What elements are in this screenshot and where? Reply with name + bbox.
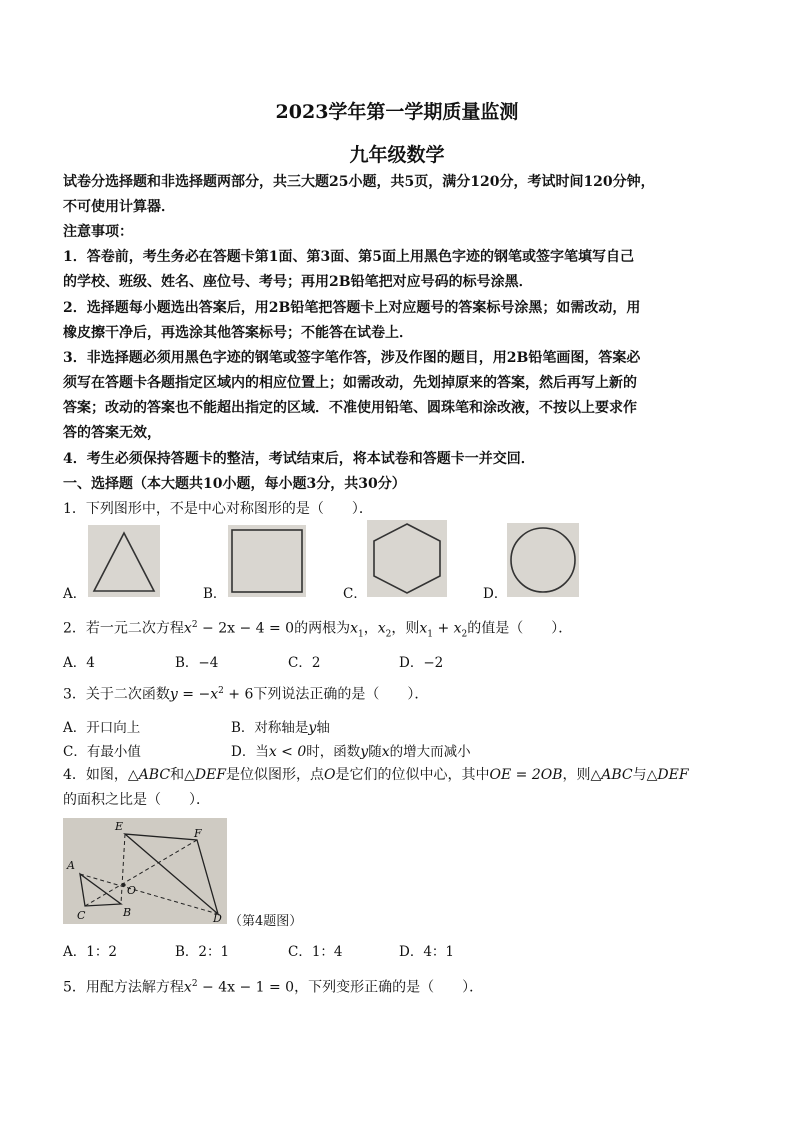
label-o: O — [127, 884, 137, 897]
note-3a: 3．非选择题必须用黑色字迹的钢笔或签字笔作答，涉及作图的题目，用2B铅笔画图，答案必 — [63, 350, 641, 366]
q2-option-b: B．−4 — [175, 655, 219, 671]
q3-option-c: C．有最小值 — [63, 744, 141, 760]
q4-figure-caption: （第4题图） — [229, 914, 303, 929]
section-heading: 一、选择题（本大题共10小题，每小题3分，共30分） — [63, 476, 406, 492]
q1-option-b-label: B． — [203, 586, 227, 602]
q1-option-b-figure — [228, 525, 306, 597]
q5-stem: 5．用配方法解方程$x^2 - 4x - 1 = 0$，下列变形正确的是（ ）． — [63, 979, 484, 996]
page-title: 2023学年第一学期质量监测 — [275, 101, 519, 123]
note-3b: 须写在答题卡各题指定区域内的相应位置上；如需改动，先划掉原来的答案，然后再写上新的 — [63, 375, 637, 391]
q1-stem: 1．下列图形中，不是中心对称图形的是（ ）． — [63, 501, 373, 517]
label-a: A — [67, 859, 75, 872]
label-d: D — [213, 912, 222, 924]
note-2a: 2．选择题每小题选出答案后，用2B铅笔把答题卡上对应题号的答案标号涂黑；如需改动，用 — [63, 300, 641, 316]
note-4: 4．考生必须保持答题卡的整洁，考试结束后，将本试卷和答题卡一并交回． — [63, 451, 535, 467]
intro-line-1: 试卷分选择题和非选择题两部分，共三大题25小题，共5页，满分120分，考试时间120分钟， — [63, 174, 655, 190]
note-1b: 的学校、班级、姓名、座位号、考号；再用2B铅笔把对应号码的标号涂黑． — [63, 274, 533, 290]
triangle-icon — [88, 525, 160, 597]
note-3c: 答案；改动的答案也不能超出指定的区域．不准使用铅笔、圆珠笔和涂改液，不按以上要求作 — [63, 400, 637, 416]
q1-option-a-label: A． — [63, 586, 87, 602]
note-3d: 答的答案无效， — [63, 425, 161, 441]
q3-option-d: D．当x < 0时，函数y随x的增大而减小 — [231, 744, 471, 760]
q2-option-c: C．2 — [288, 655, 321, 671]
q4-stem-line-1: 4．如图，△ABC和△DEF是位似图形，点O是它们的位似中心，其中OE = 2OB，则△ABC与△DEF — [63, 767, 689, 783]
q4-option-d: D．4：1 — [399, 944, 455, 960]
square-icon — [228, 525, 306, 597]
note-2b: 橡皮擦干净后，再选涂其他答案标号；不能答在试卷上． — [63, 325, 413, 341]
q4-figure — [63, 818, 227, 924]
label-f: F — [194, 827, 202, 840]
q2-option-a: A．4 — [63, 655, 95, 671]
q1-option-d-figure — [507, 523, 579, 597]
page-subtitle: 九年级数学 — [349, 144, 445, 166]
label-b: B — [123, 906, 132, 919]
label-e: E — [115, 820, 124, 833]
q1-option-c-figure — [367, 520, 447, 597]
q1-option-d-label: D． — [483, 586, 508, 602]
notes-heading: 注意事项： — [63, 224, 133, 240]
q4-option-b: B．2：1 — [175, 944, 230, 960]
q4-stem-line-2: 的面积之比是（ ）． — [63, 792, 210, 808]
q4-option-c: C．1：4 — [288, 944, 343, 960]
q4-option-a: A．1：2 — [63, 944, 117, 960]
similar-triangles-diagram — [63, 818, 227, 924]
intro-line-2: 不可使用计算器． — [63, 199, 175, 215]
q3-stem: 3．关于二次函数$y = -x^2 + 6$下列说法正确的是（ ）． — [63, 686, 429, 703]
hexagon-icon — [367, 520, 447, 597]
note-1a: 1．答卷前，考生务必在答题卡第1面、第3面、第5面上用黑色字迹的钢笔或签字笔填写自己 — [63, 249, 634, 265]
q3-option-a: A．开口向上 — [63, 720, 141, 736]
q1-option-a-figure — [88, 525, 160, 597]
q2-stem: 2．若一元二次方程$x^2 - 2x - 4 = 0$的两根为$x_1$，$x_2$，则$x_1 + x_2$的值是（ ）． — [63, 620, 573, 640]
q2-option-d: D．−2 — [399, 655, 444, 671]
q3-option-b: B．对称轴是y轴 — [231, 720, 330, 736]
circle-icon — [507, 523, 579, 597]
label-c: C — [77, 909, 86, 922]
q1-option-c-label: C． — [343, 586, 367, 602]
